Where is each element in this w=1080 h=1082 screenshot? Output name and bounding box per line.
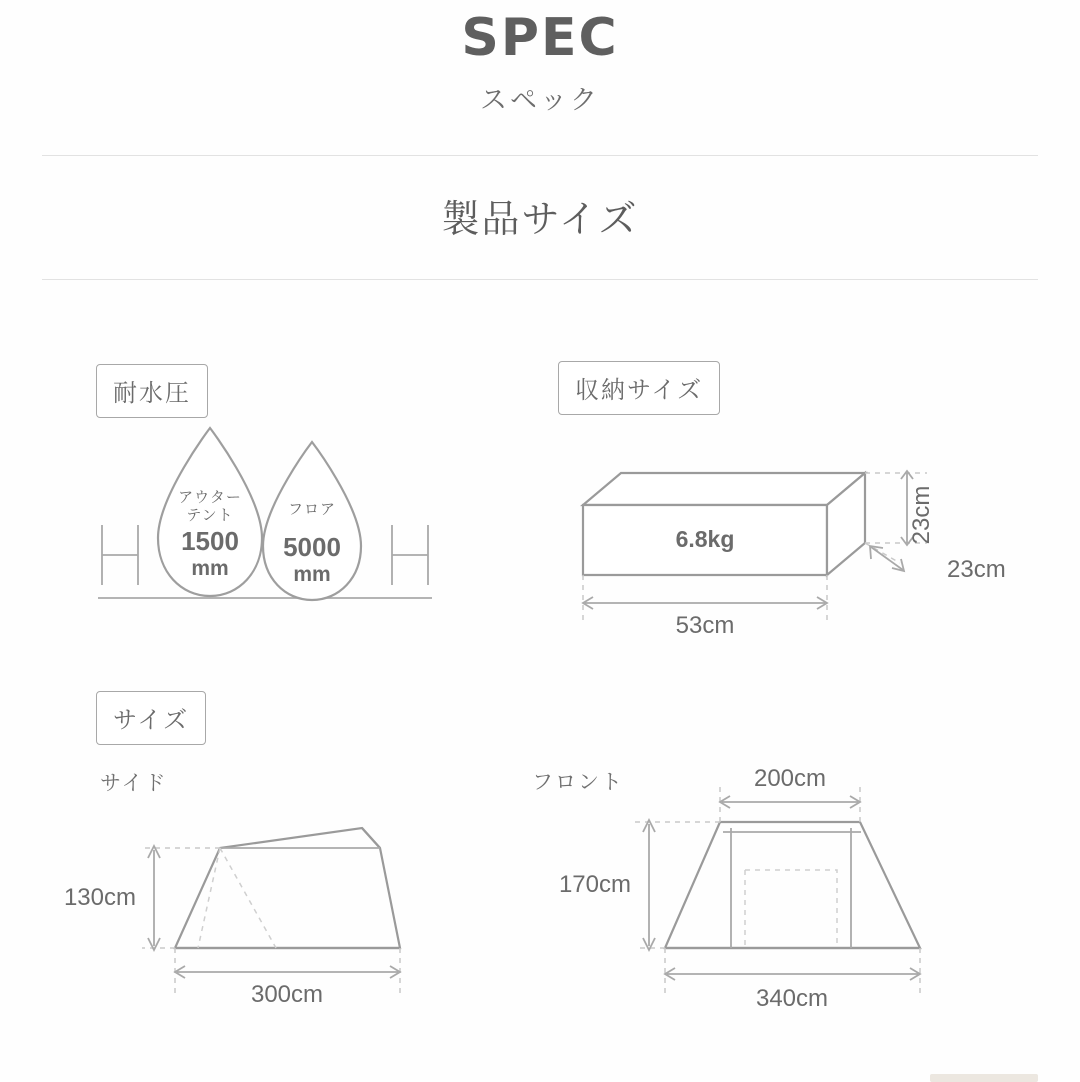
tent-side-outline [175, 828, 400, 948]
drop1-unit: mm [191, 557, 229, 580]
side-width-value: 300cm [250, 981, 324, 1008]
packed-weight: 6.8kg [675, 526, 735, 552]
side-dimension-guides [142, 848, 400, 996]
packed-depth-value: 23cm [947, 556, 1006, 583]
depth-dimension [870, 546, 1006, 583]
tent-side-inner [198, 848, 276, 948]
label-size: サイズ [96, 691, 206, 745]
front-top-width-dimension [720, 765, 860, 808]
drop2-label-line1: フロア [287, 501, 337, 518]
divider-bottom [42, 279, 1038, 280]
side-height-dimension [64, 846, 160, 950]
drop-floor [263, 442, 361, 600]
packed-width-value: 53cm [675, 612, 735, 639]
page-edge-artifact [930, 1074, 1038, 1082]
h-mark-left [102, 525, 138, 585]
tent-front-inner [745, 870, 837, 948]
divider-top [42, 155, 1038, 156]
drop1-label-line2: テント [186, 507, 234, 524]
front-view-diagram [555, 760, 1005, 1040]
front-height-value: 170cm [558, 871, 631, 898]
front-top-width-value: 200cm [753, 765, 827, 792]
h-mark-right [392, 525, 428, 585]
label-waterproof: 耐水圧 [96, 364, 208, 418]
drop-outer-tent [158, 428, 262, 596]
drop1-label-line1: アウター [178, 489, 242, 506]
waterproof-diagram [80, 420, 460, 650]
label-front-view: フロント [532, 771, 624, 794]
height-dimension [901, 471, 935, 545]
drop1-value: 1500 [181, 526, 239, 556]
front-height-dimension [559, 820, 655, 950]
drop2-unit: mm [293, 563, 331, 586]
bag-box [583, 473, 865, 575]
packed-height-value: 23cm [908, 485, 935, 545]
section-title: 製品サイズ [441, 199, 639, 241]
label-packed-size: 収納サイズ [558, 361, 720, 415]
page-title: SPEC [461, 8, 619, 68]
side-width-dimension [175, 966, 400, 1008]
page-subtitle: スペック [480, 85, 600, 115]
front-dimension-guides [635, 782, 920, 998]
tent-front-outline [665, 822, 920, 948]
width-dimension [583, 597, 827, 639]
drop2-value: 5000 [283, 532, 341, 562]
label-side-view: サイド [100, 772, 168, 795]
front-width-dimension [665, 968, 920, 1012]
side-view-diagram [63, 800, 460, 1040]
front-width-value: 340cm [755, 985, 829, 1012]
side-height-value: 130cm [63, 884, 136, 911]
packed-size-diagram [555, 415, 1025, 650]
